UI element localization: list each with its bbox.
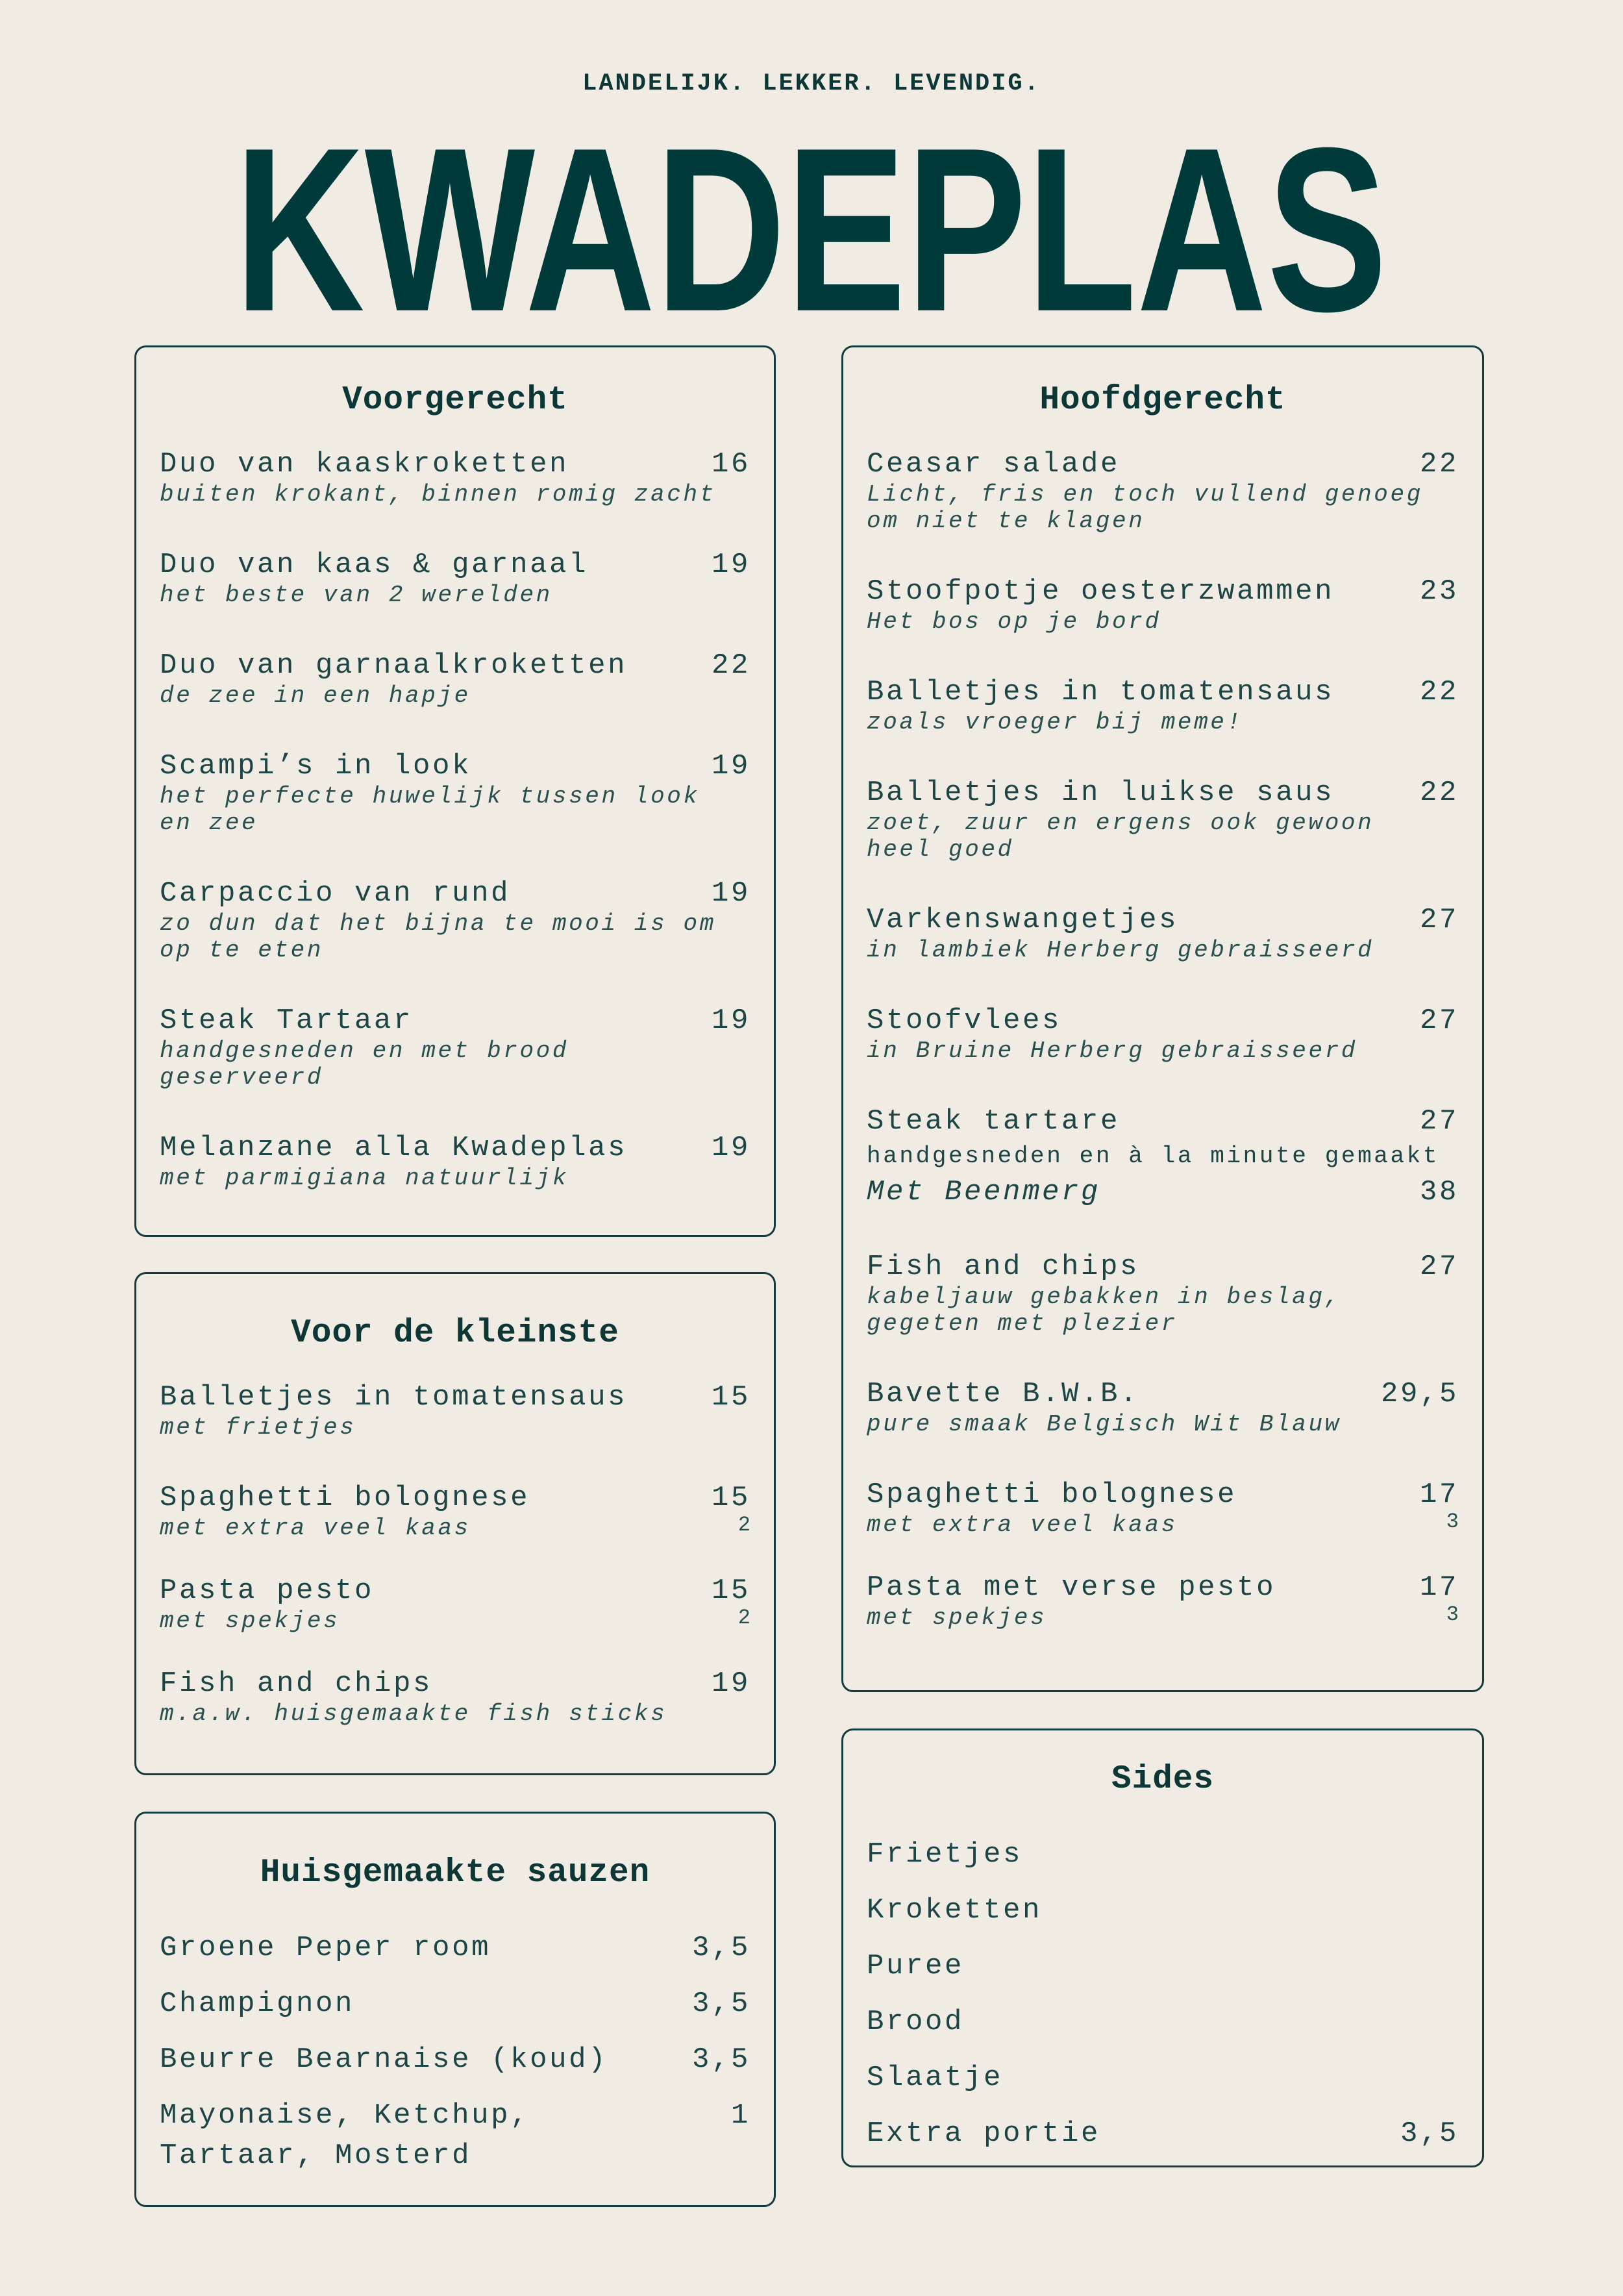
- section-title: Huisgemaakte sauzen: [260, 1854, 650, 1891]
- menu-item-price: 19: [711, 750, 750, 782]
- menu-item: [160, 649, 750, 709]
- menu-item: [867, 2106, 1459, 2162]
- menu-item-description: het beste van 2 werelden: [160, 582, 552, 608]
- menu-item-row: [867, 776, 1459, 810]
- menu-item: [867, 1478, 1459, 1538]
- menu-item-row: [160, 877, 750, 910]
- menu-item-price: 16: [711, 448, 750, 480]
- menu-item-row: [867, 1994, 1459, 2050]
- menu-item-price: 3,5: [691, 2043, 750, 2076]
- menu-item: [160, 2088, 750, 2178]
- menu-item-description: in lambiek Herberg gebraisseerd: [867, 937, 1374, 964]
- menu-item-name: Extra portie: [867, 2117, 1101, 2150]
- menu-item-name: Duo van kaas & garnaal: [160, 549, 589, 581]
- menu-item-description: handgesneden en à la minute gemaakt: [867, 1143, 1440, 1169]
- menu-item-price: 15: [711, 1575, 750, 1607]
- menu-item-price: 23: [1419, 575, 1459, 608]
- menu-item-name: Duo van garnaalkroketten: [160, 649, 628, 682]
- menu-item-description: met spekjes: [160, 1608, 340, 1634]
- section-title: Hoofdgerecht: [1039, 382, 1286, 419]
- menu-item: [867, 447, 1459, 534]
- menu-item: [160, 1380, 750, 1441]
- menu-item-name: Melanzane alla Kwadeplas: [160, 1132, 628, 1164]
- menu-item-price: 29,5: [1380, 1378, 1459, 1410]
- menu-item: [160, 1920, 750, 1976]
- menu-item-description: zoet, zuur en ergens ook gewoon heel goed: [867, 810, 1374, 863]
- menu-item-name: Fish and chips: [160, 1667, 433, 1700]
- menu-item-variant: [867, 1175, 1459, 1210]
- menu-item-row: [867, 2050, 1459, 2106]
- menu-item-name-continued: Tartaar, Mosterd: [160, 2140, 472, 2172]
- menu-item-description: m.a.w. huisgemaakte fish sticks: [160, 1701, 667, 1727]
- menu-item-name: Brood: [867, 2006, 965, 2038]
- menu-item-name: Beurre Bearnaise (koud): [160, 2043, 608, 2076]
- menu-item-description: het perfecte huwelijk tussen look en zee: [160, 783, 700, 836]
- menu-item-row: [160, 1667, 750, 1701]
- menu-item-row: [160, 1920, 750, 1976]
- menu-item-name: Steak Tartaar: [160, 1004, 414, 1037]
- menu-item-name: Duo van kaaskroketten: [160, 448, 569, 480]
- menu-item-name: Kroketten: [867, 1894, 1043, 1927]
- menu-item-name: Frietjes: [867, 1838, 1023, 1871]
- menu-item-row: [160, 1131, 750, 1165]
- menu-item: [867, 1250, 1459, 1337]
- menu-item: [160, 877, 750, 964]
- menu-item-row: [867, 1250, 1459, 1284]
- menu-item-price: 19: [711, 549, 750, 581]
- menu-item-row: [160, 2032, 750, 2088]
- menu-item-name: Mayonaise, Ketchup,: [160, 2099, 530, 2132]
- menu-item: [867, 903, 1459, 964]
- menu-item-description: kabeljauw gebakken in beslag, gegeten met plezier: [867, 1284, 1341, 1337]
- menu-item-price: 15: [711, 1482, 750, 1514]
- kwadeplas-logo: [234, 99, 1387, 360]
- menu-item-row: [867, 903, 1459, 937]
- menu-item-price: 22: [711, 649, 750, 682]
- menu-item-description: de zee in een hapje: [160, 682, 471, 709]
- section-huisgemaakte-sauzen: [134, 1812, 776, 2207]
- menu-item: [160, 1004, 750, 1091]
- menu-item-price: 27: [1419, 904, 1459, 936]
- menu-item-price: 22: [1419, 777, 1459, 809]
- menu-item-row: [160, 1004, 750, 1038]
- menu-item-extra-price: 2: [737, 1606, 750, 1630]
- menu-item: [867, 575, 1459, 635]
- menu-item-description: handgesneden en met brood geserveerd: [160, 1038, 569, 1091]
- menu-item-price: 19: [711, 1667, 750, 1700]
- menu-item: [160, 1667, 750, 1727]
- menu-item-name: Puree: [867, 1950, 965, 1982]
- menu-item-row: [160, 1574, 750, 1608]
- section-title: Voor de kleinste: [291, 1315, 619, 1352]
- menu-item-row: [867, 1938, 1459, 1994]
- menu-item-price: 27: [1419, 1251, 1459, 1283]
- menu-item-row: [160, 649, 750, 682]
- menu-item: [160, 1481, 750, 1541]
- menu-item-row: [867, 447, 1459, 481]
- menu-item-price: 19: [711, 1004, 750, 1037]
- section-hoofdgerecht: [841, 345, 1484, 1692]
- section-title: Voorgerecht: [342, 382, 568, 419]
- menu-item-row: [867, 575, 1459, 608]
- menu-item-name: Spaghetti bolognese: [867, 1479, 1237, 1511]
- menu-item-description: in Bruine Herberg gebraisseerd: [867, 1038, 1358, 1064]
- menu-item-row: [160, 1380, 750, 1414]
- menu-item-name: Stoofvlees: [867, 1004, 1062, 1037]
- menu-item-price: 17: [1419, 1479, 1459, 1511]
- menu-item-description: zoals vroeger bij meme!: [867, 709, 1243, 736]
- menu-item-price: 22: [1419, 676, 1459, 708]
- menu-item-extra-price: 3: [1446, 1510, 1459, 1534]
- menu-item-description: Licht, fris en toch vullend genoeg om niet te klagen: [867, 481, 1423, 534]
- menu-item-description: zo dun dat het bijna te mooi is om op te eten: [160, 910, 716, 964]
- menu-item-name: Steak tartare: [867, 1105, 1121, 1138]
- menu-item-description: pure smaak Belgisch Wit Blauw: [867, 1411, 1341, 1438]
- menu-item-name: Groene Peper room: [160, 1932, 491, 1964]
- menu-item-extra-price: 2: [737, 1513, 750, 1537]
- menu-item: [867, 1004, 1459, 1064]
- section-voorgerecht: [134, 345, 776, 1237]
- menu-item-price: 1: [730, 2099, 750, 2132]
- menu-item-row: [867, 675, 1459, 709]
- menu-item-price: 27: [1419, 1105, 1459, 1138]
- menu-item-description: met extra veel kaas: [160, 1515, 471, 1541]
- menu-item: [867, 1571, 1459, 1631]
- menu-item: [867, 1882, 1459, 1938]
- menu-item-row: [867, 1478, 1459, 1512]
- menu-item-row: [867, 1882, 1459, 1938]
- variant-label: Met Beenmerg: [867, 1176, 1101, 1208]
- menu-item-description: met parmigiana natuurlijk: [160, 1165, 569, 1192]
- section-sides: [841, 1728, 1484, 2167]
- menu-item: [867, 1827, 1459, 1882]
- menu-item-name: Balletjes in tomatensaus: [160, 1381, 628, 1414]
- menu-item-price: 27: [1419, 1004, 1459, 1037]
- menu-item-row: [867, 1377, 1459, 1411]
- section-title: Sides: [1111, 1761, 1215, 1798]
- menu-item-price: 19: [711, 877, 750, 910]
- menu-item-name: Carpaccio van rund: [160, 877, 511, 910]
- menu-item-price: 19: [711, 1132, 750, 1164]
- menu-item-row: [867, 1571, 1459, 1604]
- menu-item: [867, 776, 1459, 863]
- tagline: LANDELIJK. LEKKER. LEVENDIG.: [582, 70, 1041, 97]
- variant-price: 38: [1419, 1176, 1459, 1208]
- menu-item-row: [160, 1976, 750, 2032]
- menu-item-price: 3,5: [1400, 2117, 1459, 2150]
- menu-item: [160, 447, 750, 508]
- menu-item-description: Het bos op je bord: [867, 608, 1161, 635]
- menu-item-name: Balletjes in tomatensaus: [867, 676, 1335, 708]
- menu-item-description: buiten krokant, binnen romig zacht: [160, 481, 716, 508]
- menu-item: [160, 1574, 750, 1634]
- menu-item-name: Pasta met verse pesto: [867, 1571, 1276, 1604]
- menu-item: [867, 1938, 1459, 1994]
- menu-item: [867, 1994, 1459, 2050]
- menu-item-price: 15: [711, 1381, 750, 1414]
- menu-item-row: [160, 447, 750, 481]
- section-voor-de-kleinste: [134, 1272, 776, 1775]
- menu-item-name: Slaatje: [867, 2062, 1004, 2094]
- menu-item: [867, 1104, 1459, 1210]
- menu-item-row: [867, 1827, 1459, 1882]
- menu-item-row: [867, 1104, 1459, 1138]
- menu-item-name: Bavette B.W.B.: [867, 1378, 1140, 1410]
- menu-item-price: 17: [1419, 1571, 1459, 1604]
- menu-item: [160, 749, 750, 836]
- menu-item-name: Spaghetti bolognese: [160, 1482, 530, 1514]
- logo-wordmark: KWADEPLAS: [234, 99, 1387, 360]
- menu-item: [160, 548, 750, 608]
- menu-item-name: Ceasar salade: [867, 448, 1121, 480]
- menu-item-row: [160, 548, 750, 582]
- menu-item-row: [160, 749, 750, 783]
- menu-item-name: Scampi’s in look: [160, 750, 472, 782]
- menu-item-row: [160, 1481, 750, 1515]
- menu-item: [160, 1131, 750, 1192]
- menu-item-price: 22: [1419, 448, 1459, 480]
- menu-item-description: met frietjes: [160, 1414, 356, 1441]
- menu-item: [160, 1976, 750, 2032]
- menu-item-name: Balletjes in luikse saus: [867, 777, 1335, 809]
- menu-item-name: Fish and chips: [867, 1251, 1140, 1283]
- menu-item-row: [867, 1004, 1459, 1038]
- menu-item-description: met extra veel kaas: [867, 1512, 1178, 1538]
- menu-item: [867, 675, 1459, 736]
- menu-item-name: Varkenswangetjes: [867, 904, 1179, 936]
- menu-item-description: met spekjes: [867, 1604, 1047, 1631]
- menu-item-extra-price: 3: [1446, 1603, 1459, 1627]
- menu-item-name: Pasta pesto: [160, 1575, 375, 1607]
- menu-item-price: 3,5: [691, 1932, 750, 1964]
- menu-item-price: 3,5: [691, 1988, 750, 2020]
- menu-item-name: Stoofpotje oesterzwammen: [867, 575, 1335, 608]
- menu-item: [160, 2032, 750, 2088]
- menu-item-row: [867, 2106, 1459, 2162]
- menu-item: [867, 2050, 1459, 2106]
- menu-item-name: Champignon: [160, 1988, 355, 2020]
- menu-item: [867, 1377, 1459, 1438]
